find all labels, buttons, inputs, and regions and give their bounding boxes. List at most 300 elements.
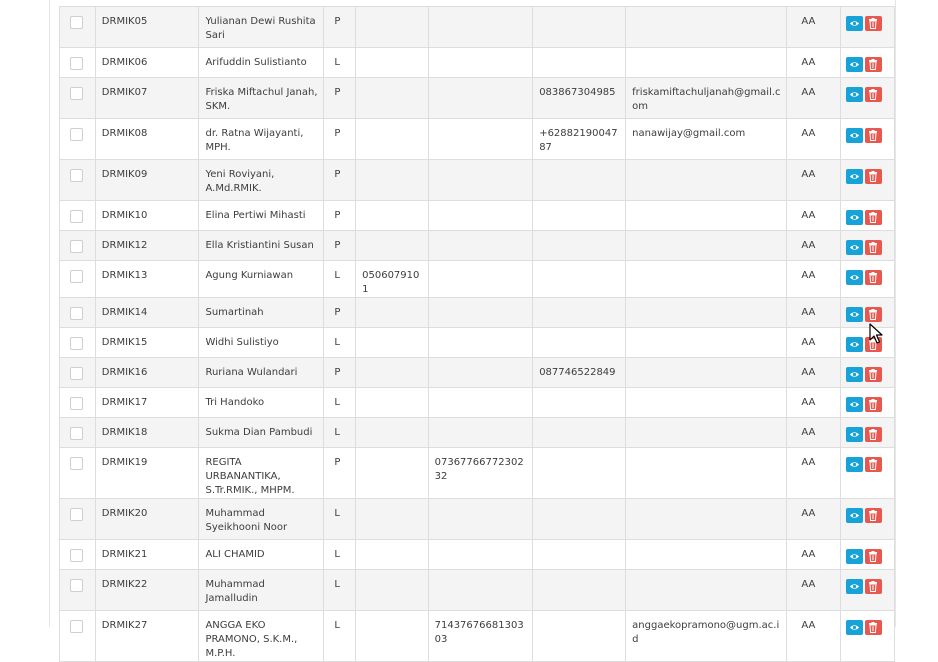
email-address-cell bbox=[626, 570, 787, 611]
employee-name-cell bbox=[199, 570, 324, 611]
delete-button[interactable] bbox=[865, 87, 882, 102]
grade-value: AA bbox=[801, 367, 816, 378]
employee-code-cell bbox=[95, 119, 199, 160]
row-actions-cell bbox=[840, 448, 894, 499]
trash-icon bbox=[868, 399, 878, 410]
delete-button[interactable] bbox=[865, 270, 882, 285]
employee-name: ANGGA EKO PRAMONO, S.K.M., M.P.H. bbox=[205, 620, 298, 659]
column-4-value-cell bbox=[356, 160, 428, 201]
delete-button[interactable] bbox=[865, 307, 882, 322]
employee-code: DRMIK15 bbox=[101, 337, 148, 348]
employee-name-cell bbox=[199, 119, 324, 160]
grade-value: AA bbox=[801, 549, 816, 560]
row-select-cell bbox=[60, 7, 96, 48]
gender-cell bbox=[324, 119, 356, 160]
gender-cell bbox=[324, 448, 356, 499]
row-checkbox[interactable] bbox=[70, 240, 83, 253]
eye-icon bbox=[849, 369, 860, 380]
phone-number-cell bbox=[533, 448, 626, 499]
employee-name: dr. Ratna Wijayanti, MPH. bbox=[205, 128, 304, 153]
gender-cell bbox=[324, 328, 356, 358]
employee-code: DRMIK12 bbox=[101, 240, 148, 251]
grade-value-cell bbox=[787, 358, 840, 388]
trash-icon bbox=[868, 581, 878, 592]
gender-cell bbox=[324, 570, 356, 611]
view-button[interactable] bbox=[846, 57, 863, 72]
employee-code-cell bbox=[95, 328, 199, 358]
grade-value: AA bbox=[801, 240, 816, 251]
grade-value: AA bbox=[801, 337, 816, 348]
column-5-value-cell bbox=[428, 540, 533, 570]
view-button[interactable] bbox=[846, 210, 863, 225]
grade-value: AA bbox=[801, 620, 816, 631]
email-address-cell bbox=[626, 418, 787, 448]
row-checkbox[interactable] bbox=[70, 87, 83, 100]
column-4-value-cell bbox=[356, 48, 428, 78]
grade-value: AA bbox=[801, 16, 816, 27]
eye-icon bbox=[849, 459, 860, 470]
employee-code: DRMIK20 bbox=[101, 508, 148, 519]
eye-icon bbox=[849, 89, 860, 100]
row-checkbox[interactable] bbox=[70, 16, 83, 29]
employee-name-cell bbox=[199, 418, 324, 448]
employee-code-cell bbox=[95, 570, 199, 611]
employee-name: REGITA URBANANTIKA, S.Tr.RMIK., MHPM. bbox=[205, 457, 295, 496]
phone-number-cell bbox=[533, 611, 626, 662]
employee-code-cell bbox=[95, 611, 199, 662]
view-button[interactable] bbox=[846, 169, 863, 184]
row-checkbox[interactable] bbox=[70, 210, 83, 223]
table-row bbox=[60, 448, 895, 499]
row-checkbox[interactable] bbox=[70, 397, 83, 410]
row-actions-cell bbox=[840, 231, 894, 261]
row-checkbox[interactable] bbox=[70, 270, 83, 283]
column-4-value-cell bbox=[356, 448, 428, 499]
employee-name: Arifuddin Sulistianto bbox=[205, 57, 307, 68]
column-4-value-cell bbox=[356, 7, 428, 48]
row-checkbox[interactable] bbox=[70, 337, 83, 350]
trash-icon bbox=[868, 212, 878, 223]
row-actions-cell bbox=[840, 119, 894, 160]
table-row bbox=[60, 570, 895, 611]
table-row bbox=[60, 388, 895, 418]
eye-icon bbox=[849, 212, 860, 223]
employee-code: DRMIK19 bbox=[101, 457, 148, 468]
eye-icon bbox=[849, 399, 860, 410]
employee-code-cell bbox=[95, 160, 199, 201]
eye-icon bbox=[849, 551, 860, 562]
row-actions-cell bbox=[840, 160, 894, 201]
gender: L bbox=[334, 579, 340, 590]
employee-name-cell bbox=[199, 231, 324, 261]
delete-button[interactable] bbox=[865, 240, 882, 255]
grade-value: AA bbox=[801, 169, 816, 180]
delete-button[interactable] bbox=[865, 427, 882, 442]
grade-value-cell bbox=[787, 231, 840, 261]
table-body bbox=[60, 7, 895, 662]
column-5-value-cell bbox=[428, 358, 533, 388]
row-actions-cell bbox=[840, 388, 894, 418]
grade-value: AA bbox=[801, 427, 816, 438]
grade-value: AA bbox=[801, 128, 816, 139]
employee-code-cell bbox=[95, 48, 199, 78]
view-button[interactable] bbox=[846, 16, 863, 31]
grade-value-cell bbox=[787, 570, 840, 611]
row-select-cell bbox=[60, 78, 96, 119]
trash-icon bbox=[868, 171, 878, 182]
employee-code-cell bbox=[95, 448, 199, 499]
employee-name: Sukma Dian Pambudi bbox=[205, 427, 313, 438]
employee-name-cell bbox=[199, 611, 324, 662]
row-checkbox[interactable] bbox=[70, 169, 83, 182]
email-address-cell bbox=[626, 119, 787, 160]
column-5-value: 0736776677230232 bbox=[434, 457, 524, 482]
delete-button[interactable] bbox=[865, 549, 882, 564]
gender-cell bbox=[324, 7, 356, 48]
view-button[interactable] bbox=[846, 579, 863, 594]
trash-icon bbox=[868, 18, 878, 29]
row-checkbox[interactable] bbox=[70, 57, 83, 70]
employee-code-cell bbox=[95, 231, 199, 261]
view-button[interactable] bbox=[846, 87, 863, 102]
email-address-cell bbox=[626, 499, 787, 540]
phone-number-cell bbox=[533, 119, 626, 160]
data-table bbox=[59, 6, 895, 662]
column-5-value-cell bbox=[428, 611, 533, 662]
column-5-value-cell bbox=[428, 418, 533, 448]
table-row bbox=[60, 231, 895, 261]
employee-code: DRMIK27 bbox=[101, 620, 148, 631]
gender: L bbox=[334, 57, 340, 68]
grade-value: AA bbox=[801, 307, 816, 318]
gender: L bbox=[334, 397, 340, 408]
phone-number-cell bbox=[533, 540, 626, 570]
trash-icon bbox=[868, 59, 878, 70]
trash-icon bbox=[868, 272, 878, 283]
email-address: friskamiftachuljanah@gmail.com bbox=[632, 87, 781, 112]
row-actions-cell bbox=[840, 499, 894, 540]
email-address-cell bbox=[626, 261, 787, 298]
row-actions-cell bbox=[840, 358, 894, 388]
phone-number-cell bbox=[533, 231, 626, 261]
view-button[interactable] bbox=[846, 457, 863, 472]
view-button[interactable] bbox=[846, 427, 863, 442]
row-checkbox[interactable] bbox=[70, 549, 83, 562]
grade-value-cell bbox=[787, 261, 840, 298]
column-4-value-cell bbox=[356, 418, 428, 448]
mouse-cursor-icon bbox=[869, 323, 883, 345]
employee-name-cell bbox=[199, 7, 324, 48]
phone-number-cell bbox=[533, 358, 626, 388]
eye-icon bbox=[849, 309, 860, 320]
row-select-cell bbox=[60, 328, 96, 358]
table-row bbox=[60, 358, 895, 388]
grade-value: AA bbox=[801, 579, 816, 590]
row-select-cell bbox=[60, 201, 96, 231]
employee-name-cell bbox=[199, 48, 324, 78]
gender: P bbox=[334, 16, 341, 27]
row-select-cell bbox=[60, 261, 96, 298]
row-checkbox[interactable] bbox=[70, 508, 83, 521]
trash-icon bbox=[868, 622, 878, 633]
delete-button[interactable] bbox=[865, 457, 882, 472]
employee-code-cell bbox=[95, 388, 199, 418]
row-select-cell bbox=[60, 418, 96, 448]
gender: L bbox=[334, 337, 340, 348]
employee-code: DRMIK07 bbox=[101, 87, 148, 98]
grade-value-cell bbox=[787, 119, 840, 160]
gender-cell bbox=[324, 231, 356, 261]
trash-icon bbox=[868, 130, 878, 141]
row-actions-cell bbox=[840, 570, 894, 611]
phone-number: +6288219004787 bbox=[539, 128, 618, 153]
phone-number-cell bbox=[533, 201, 626, 231]
trash-icon bbox=[868, 510, 878, 521]
employee-code: DRMIK18 bbox=[101, 427, 148, 438]
employee-name-cell bbox=[199, 201, 324, 231]
row-actions-cell bbox=[840, 611, 894, 662]
grade-value: AA bbox=[801, 210, 816, 221]
grade-value-cell bbox=[787, 201, 840, 231]
row-checkbox[interactable] bbox=[70, 579, 83, 592]
row-checkbox[interactable] bbox=[70, 367, 83, 380]
row-actions-cell bbox=[840, 418, 894, 448]
row-actions-cell bbox=[840, 48, 894, 78]
column-4-value-cell bbox=[356, 78, 428, 119]
view-button[interactable] bbox=[846, 240, 863, 255]
row-actions-cell bbox=[840, 7, 894, 48]
gender-cell bbox=[324, 388, 356, 418]
table-row bbox=[60, 119, 895, 160]
view-button[interactable] bbox=[846, 367, 863, 382]
employee-code: DRMIK10 bbox=[101, 210, 148, 221]
gender-cell bbox=[324, 540, 356, 570]
eye-icon bbox=[849, 339, 860, 350]
delete-button[interactable] bbox=[865, 16, 882, 31]
row-checkbox[interactable] bbox=[70, 307, 83, 320]
delete-button[interactable] bbox=[865, 620, 882, 635]
view-button[interactable] bbox=[846, 397, 863, 412]
row-actions-cell bbox=[840, 328, 894, 358]
row-actions-cell bbox=[840, 298, 894, 328]
table-row bbox=[60, 499, 895, 540]
view-button[interactable] bbox=[846, 549, 863, 564]
phone-number-cell bbox=[533, 48, 626, 78]
employee-name: Friska Miftachul Janah, SKM. bbox=[205, 87, 318, 112]
grade-value: AA bbox=[801, 508, 816, 519]
phone-number-cell bbox=[533, 388, 626, 418]
row-actions-cell bbox=[840, 540, 894, 570]
gender: L bbox=[334, 427, 340, 438]
employee-code: DRMIK09 bbox=[101, 169, 148, 180]
trash-icon bbox=[868, 429, 878, 440]
email-address-cell bbox=[626, 160, 787, 201]
phone-number-cell bbox=[533, 298, 626, 328]
gender: P bbox=[334, 367, 341, 378]
column-5-value-cell bbox=[428, 328, 533, 358]
grade-value-cell bbox=[787, 7, 840, 48]
employee-name-cell bbox=[199, 78, 324, 119]
eye-icon bbox=[849, 171, 860, 182]
employee-name: Widhi Sulistiyo bbox=[205, 337, 279, 348]
row-actions-cell bbox=[840, 201, 894, 231]
email-address-cell bbox=[626, 231, 787, 261]
column-5-value-cell bbox=[428, 48, 533, 78]
employee-code-cell bbox=[95, 499, 199, 540]
column-5-value-cell bbox=[428, 231, 533, 261]
employee-name: Muhammad Syeikhooni Noor bbox=[205, 508, 288, 533]
phone-number-cell bbox=[533, 418, 626, 448]
trash-icon bbox=[868, 242, 878, 253]
column-4-value-cell bbox=[356, 201, 428, 231]
email-address-cell bbox=[626, 540, 787, 570]
employee-name-cell bbox=[199, 388, 324, 418]
phone-number: 087746522849 bbox=[539, 367, 616, 378]
gender: P bbox=[334, 210, 341, 221]
row-checkbox[interactable] bbox=[70, 128, 83, 141]
column-5-value-cell bbox=[428, 570, 533, 611]
column-4-value-cell bbox=[356, 298, 428, 328]
gender: L bbox=[334, 549, 340, 560]
email-address-cell bbox=[626, 201, 787, 231]
column-4-value-cell bbox=[356, 388, 428, 418]
gender-cell bbox=[324, 611, 356, 662]
trash-icon bbox=[868, 551, 878, 562]
row-select-cell bbox=[60, 448, 96, 499]
row-actions-cell bbox=[840, 261, 894, 298]
employee-name: Yulianan Dewi Rushita Sari bbox=[205, 16, 316, 41]
view-button[interactable] bbox=[846, 270, 863, 285]
phone-number: 083867304985 bbox=[539, 87, 616, 98]
employee-name-cell bbox=[199, 540, 324, 570]
table-row bbox=[60, 540, 895, 570]
delete-button[interactable] bbox=[865, 579, 882, 594]
grade-value: AA bbox=[801, 57, 816, 68]
grade-value-cell bbox=[787, 48, 840, 78]
employee-code: DRMIK21 bbox=[101, 549, 148, 560]
table-row bbox=[60, 328, 895, 358]
gender: P bbox=[334, 87, 341, 98]
grade-value: AA bbox=[801, 270, 816, 281]
gender: P bbox=[334, 240, 341, 251]
grade-value-cell bbox=[787, 78, 840, 119]
eye-icon bbox=[849, 581, 860, 592]
column-4-value-cell bbox=[356, 540, 428, 570]
row-checkbox[interactable] bbox=[70, 457, 83, 470]
eye-icon bbox=[849, 429, 860, 440]
gender-cell bbox=[324, 78, 356, 119]
employee-name: Muhammad Jamalludin bbox=[205, 579, 265, 604]
employee-name: ALI CHAMID bbox=[205, 549, 265, 560]
view-button[interactable] bbox=[846, 307, 863, 322]
grade-value-cell bbox=[787, 540, 840, 570]
employee-name: Agung Kurniawan bbox=[205, 270, 294, 281]
delete-button[interactable] bbox=[865, 508, 882, 523]
column-5-value: 7143767668130303 bbox=[434, 620, 524, 645]
trash-icon bbox=[868, 89, 878, 100]
grade-value: AA bbox=[801, 397, 816, 408]
column-4-value: 0506079101 bbox=[362, 270, 420, 295]
table-row bbox=[60, 160, 895, 201]
employee-name-cell bbox=[199, 499, 324, 540]
row-checkbox[interactable] bbox=[70, 427, 83, 440]
view-button[interactable] bbox=[846, 337, 863, 352]
delete-button[interactable] bbox=[865, 169, 882, 184]
employee-code-cell bbox=[95, 7, 199, 48]
employee-name: Tri Handoko bbox=[205, 397, 265, 408]
grade-value-cell bbox=[787, 328, 840, 358]
grade-value-cell bbox=[787, 160, 840, 201]
gender-cell bbox=[324, 261, 356, 298]
view-button[interactable] bbox=[846, 620, 863, 635]
column-4-value-cell bbox=[356, 328, 428, 358]
delete-button[interactable] bbox=[865, 128, 882, 143]
employee-code: DRMIK14 bbox=[101, 307, 148, 318]
table-row bbox=[60, 201, 895, 231]
gender: L bbox=[334, 508, 340, 519]
gender-cell bbox=[324, 48, 356, 78]
table-row bbox=[60, 48, 895, 78]
gender: P bbox=[334, 169, 341, 180]
view-button[interactable] bbox=[846, 128, 863, 143]
gender: P bbox=[334, 457, 341, 468]
gender-cell bbox=[324, 160, 356, 201]
column-5-value-cell bbox=[428, 298, 533, 328]
row-select-cell bbox=[60, 231, 96, 261]
phone-number-cell bbox=[533, 160, 626, 201]
phone-number-cell bbox=[533, 78, 626, 119]
eye-icon bbox=[849, 622, 860, 633]
gender: P bbox=[334, 307, 341, 318]
employee-code: DRMIK17 bbox=[101, 397, 148, 408]
gender-cell bbox=[324, 201, 356, 231]
column-4-value-cell bbox=[356, 499, 428, 540]
eye-icon bbox=[849, 510, 860, 521]
column-4-value-cell bbox=[356, 358, 428, 388]
eye-icon bbox=[849, 242, 860, 253]
grade-value-cell bbox=[787, 418, 840, 448]
email-address-cell bbox=[626, 358, 787, 388]
employee-code-cell bbox=[95, 261, 199, 298]
phone-number-cell bbox=[533, 499, 626, 540]
column-5-value-cell bbox=[428, 448, 533, 499]
grade-value-cell bbox=[787, 499, 840, 540]
employee-name: Sumartinah bbox=[205, 307, 264, 318]
phone-number-cell bbox=[533, 261, 626, 298]
email-address: anggaekopramono@ugm.ac.id bbox=[632, 620, 780, 645]
email-address-cell bbox=[626, 448, 787, 499]
table-row bbox=[60, 7, 895, 48]
grade-value-cell bbox=[787, 388, 840, 418]
view-button[interactable] bbox=[846, 508, 863, 523]
eye-icon bbox=[849, 59, 860, 70]
delete-button[interactable] bbox=[865, 57, 882, 72]
gender: L bbox=[334, 270, 340, 281]
delete-button[interactable] bbox=[865, 210, 882, 225]
employee-code-cell bbox=[95, 298, 199, 328]
row-select-cell bbox=[60, 499, 96, 540]
employee-code: DRMIK16 bbox=[101, 367, 148, 378]
delete-button[interactable] bbox=[865, 397, 882, 412]
employee-code: DRMIK05 bbox=[101, 16, 148, 27]
employee-code: DRMIK13 bbox=[101, 270, 148, 281]
column-5-value-cell bbox=[428, 201, 533, 231]
gender-cell bbox=[324, 418, 356, 448]
employee-name-cell bbox=[199, 160, 324, 201]
column-4-value-cell bbox=[356, 231, 428, 261]
delete-button[interactable] bbox=[865, 367, 882, 382]
row-select-cell bbox=[60, 298, 96, 328]
